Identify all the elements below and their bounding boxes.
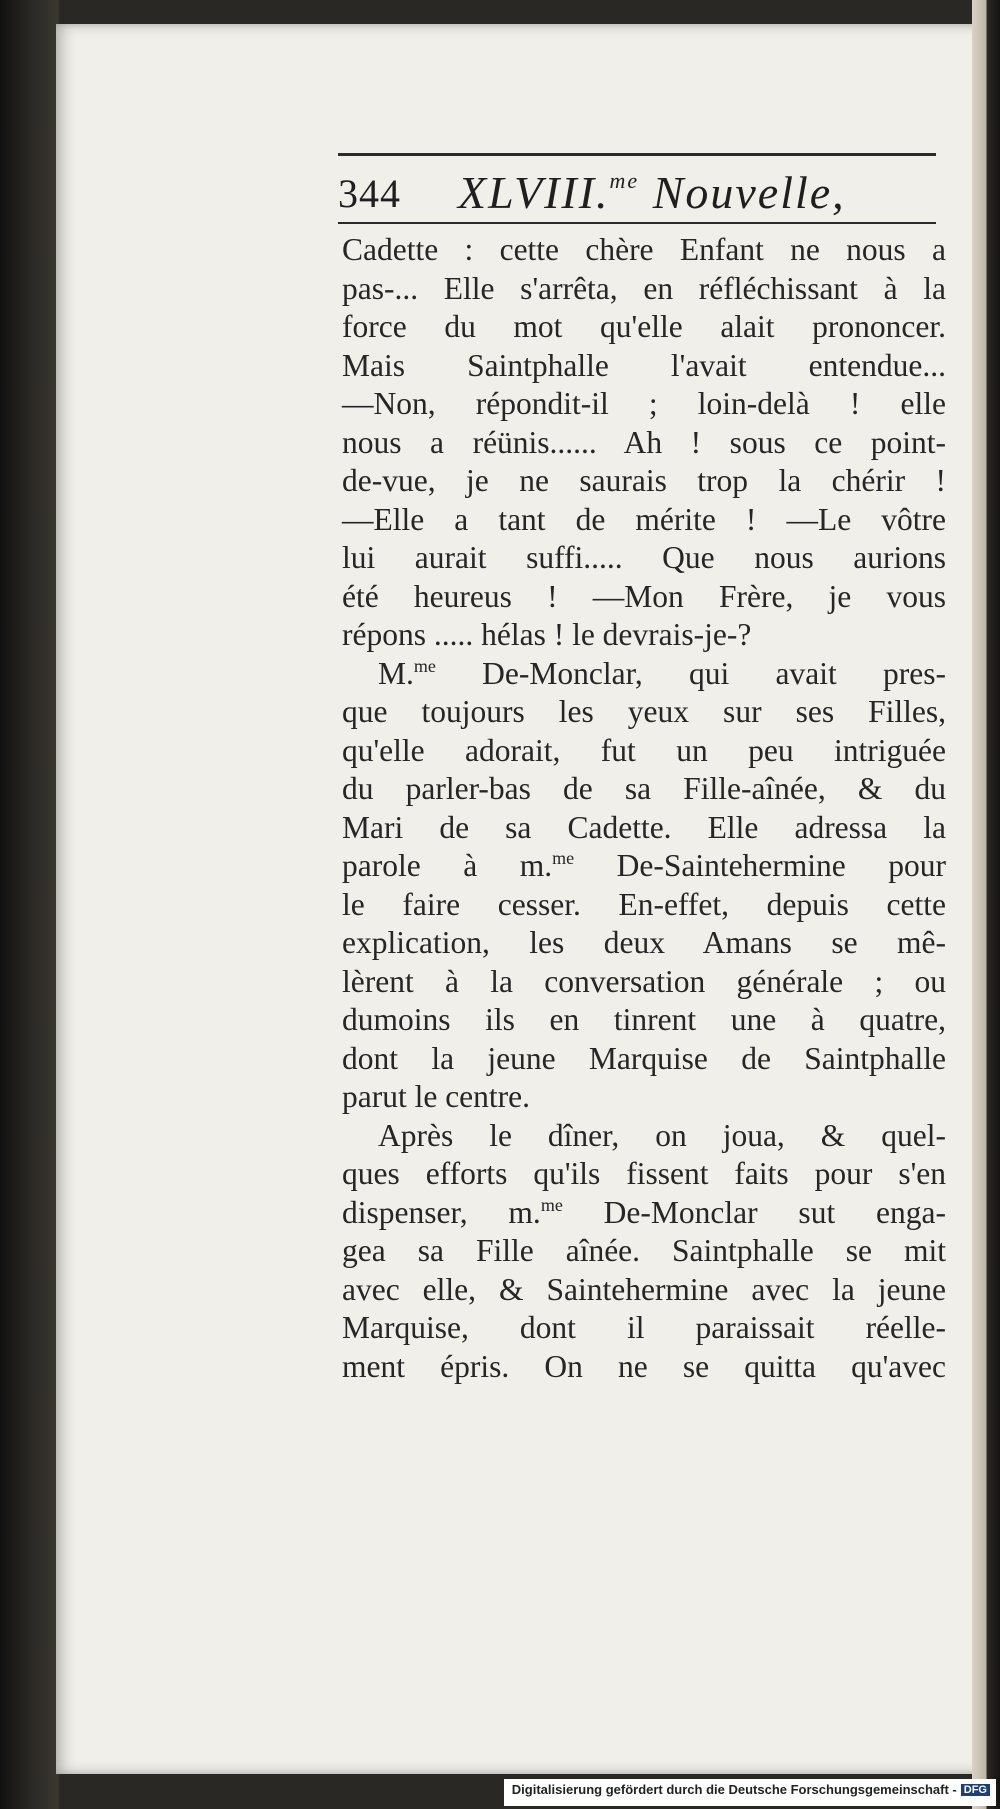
text-line: pas-... Elle s'arrêta, en réfléchissant à la xyxy=(342,270,946,306)
running-head xyxy=(458,166,846,219)
page-edge xyxy=(972,0,1000,1809)
text-line-paragraph-start xyxy=(342,655,946,694)
dfg-logo: DFG xyxy=(961,1784,990,1796)
text-line-with-abbrev xyxy=(342,847,946,886)
text-fragment: De-Monclar sut enga- xyxy=(603,1194,946,1230)
text-fragment: De-Monclar, qui avait pres- xyxy=(482,655,946,691)
text-line: été heureus ! —Mon Frère, je vous xyxy=(342,578,946,614)
footer-credit: Digitalisierung gefördert durch die Deutsche Forschungsgemeinschaft - xyxy=(511,1782,957,1797)
text-line: du parler-bas de sa Fille-aînée, & du xyxy=(342,771,946,806)
page-header xyxy=(338,168,936,224)
text-line: force du mot qu'elle alait prononcer. xyxy=(342,309,946,344)
text-fragment: parole à m. xyxy=(342,848,553,883)
text-line: dumoins ils en tinrent une à quatre, xyxy=(342,1002,946,1037)
text-line: gea sa Fille aînée. Saintphalle se mit xyxy=(342,1233,946,1268)
page-number: 344 xyxy=(338,171,401,216)
running-head-title: Nouvelle, xyxy=(639,167,846,218)
text-fragment: De-Saintehermine pour xyxy=(616,848,947,883)
text-line: Mais Saintphalle l'avait entendue... xyxy=(342,347,946,383)
text-line: dont la jeune Marquise de Saintphalle xyxy=(342,1040,946,1076)
text-line: parut le centre. xyxy=(342,1079,531,1114)
text-line: —Elle a tant de mérite ! —Le vôtre xyxy=(342,501,946,537)
text-line: avec elle, & Saintehermine avec la jeune xyxy=(342,1271,946,1307)
text-line: le faire cesser. En-effet, depuis cette xyxy=(342,886,946,922)
text-line: —Non, répondit-il ; loin-delà ! elle xyxy=(342,386,946,421)
text-line: Mari de sa Cadette. Elle adressa la xyxy=(342,809,946,845)
text-fragment: dispenser, m. xyxy=(342,1194,541,1230)
header-rule-bottom xyxy=(338,222,936,224)
header-rule-top xyxy=(338,153,936,156)
text-line: nous a réünis...... Ah ! sous ce point- xyxy=(342,424,946,460)
text-line: Cadette : cette chère Enfant ne nous a xyxy=(342,232,946,267)
text-line: répons ..... hélas ! le devrais-je-? xyxy=(342,617,752,652)
text-line: explication, les deux Amans se mê- xyxy=(342,925,946,960)
madame-superscript: me xyxy=(552,848,575,868)
madame-abbrev: M. xyxy=(378,655,414,691)
text-line: de-vue, je ne saurais trop la chérir ! xyxy=(342,463,946,498)
body-text xyxy=(342,231,946,1386)
running-head-numeral: XLVIII. xyxy=(458,167,610,218)
text-line: lèrent à la conversation générale ; ou xyxy=(342,963,946,999)
text-line-paragraph-start: Après le dîner, on joua, & quel- xyxy=(378,1117,946,1153)
digitization-footer xyxy=(504,1779,996,1806)
text-line: ment épris. On ne se quitta qu'avec xyxy=(342,1348,946,1384)
madame-superscript: me xyxy=(540,1194,563,1215)
text-line: Marquise, dont il paraissait réelle- xyxy=(342,1310,946,1345)
text-line: que toujours les yeux sur ses Filles, xyxy=(342,694,946,729)
madame-superscript: me xyxy=(413,655,436,676)
text-line-with-abbrev xyxy=(342,1194,946,1233)
text-line: qu'elle adorait, fut un peu intriguée xyxy=(342,732,946,768)
text-line: ques efforts qu'ils fissent faits pour s'en xyxy=(342,1156,946,1191)
running-head-superscript: me xyxy=(609,168,640,193)
text-line: lui aurait suffi..... Que nous aurions xyxy=(342,540,946,575)
